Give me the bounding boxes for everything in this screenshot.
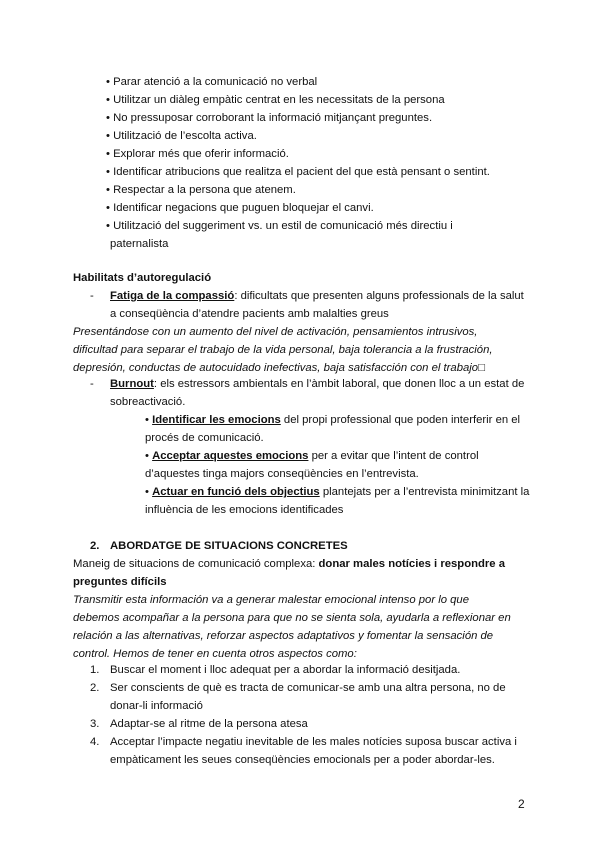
bullet-marker: •	[145, 414, 153, 426]
intro-bold-continuation: preguntes difícils	[73, 576, 167, 588]
fatiga-line	[110, 287, 524, 305]
list-item: • Identificar negacions que puguen bloquejar el canvi.	[106, 202, 374, 214]
bullet-marker: •	[145, 450, 153, 462]
list-item: • Explorar més que oferir informació.	[106, 148, 289, 160]
burnout-text: : els estressors ambientals en l’àmbit laboral, que donen lloc a un estat de	[153, 378, 525, 390]
fatiga-text: : dificultats que presenten alguns professionals de la salut	[234, 290, 524, 302]
fatiga-text-continuation: a conseqüència d’atendre pacients amb malalties greus	[110, 308, 389, 320]
bullet-marker: •	[145, 486, 153, 498]
numbered-item: Buscar el moment i lloc adequat per a abordar la informació desitjada.	[110, 664, 461, 676]
sub-item-continuation: procés de comunicació.	[145, 432, 264, 444]
sub-item-text: per a evitar que l’intent de control	[308, 450, 479, 462]
intro-line	[73, 555, 505, 573]
numbered-item: Adaptar-se al ritme de la persona atesa	[110, 718, 308, 730]
numbered-item-continuation: donar-li informació	[110, 700, 203, 712]
numbered-item-continuation: empàticament les seues conseqüències emocionals per a poder abordar-les.	[110, 754, 495, 766]
list-item: • Utilització de l’escolta activa.	[106, 130, 257, 142]
section-title: ABORDATGE DE SITUACIONS CONCRETES	[110, 540, 348, 552]
item-number: 1.	[90, 664, 100, 676]
italic-paragraph-line: Presentándose con un aumento del nivel de activación, pensamientos intrusivos,	[73, 326, 478, 338]
page-number: 2	[518, 797, 525, 811]
burnout-text-continuation: sobreactivació.	[110, 396, 186, 408]
numbered-item: Ser conscients de què es tracta de comunicar-se amb una altra persona, no de	[110, 682, 506, 694]
italic-paragraph-line: dificultad para separar el trabajo de la vida personal, baja tolerancia a la frustración,	[73, 344, 493, 356]
burnout-title: Burnout	[110, 378, 154, 390]
dash-marker: -	[90, 290, 94, 302]
item-number: 3.	[90, 718, 100, 730]
list-item: • Utilització del suggeriment vs. un estil de comunicació més directiu i	[106, 220, 453, 232]
italic-paragraph-line: control. Hemos de tener en cuenta otros aspectos como:	[73, 648, 357, 660]
intro-text: Maneig de situacions de comunicació complexa:	[73, 558, 319, 570]
sub-list-item	[145, 411, 520, 429]
sub-item-continuation: d’aquestes tinga majors conseqüències en l’entrevista.	[145, 468, 419, 480]
sub-list-item	[145, 483, 529, 501]
italic-paragraph-line: relación a las alternativas, reforzar aspectos adaptativos y fomentar la sensación de	[73, 630, 494, 642]
sub-item-text: del propi professional que poden interferir en el	[280, 414, 521, 426]
numbered-item: Acceptar l’impacte negatiu inevitable de les males notícies suposa buscar activa i	[110, 736, 517, 748]
italic-paragraph-line: depresión, conductas de autocuidado inefectivas, baja satisfacción con el trabajo□	[73, 362, 485, 374]
section-number: 2.	[90, 540, 100, 552]
sub-item-continuation: influència de les emocions identificades	[145, 504, 344, 516]
fatiga-title: Fatiga de la compassió	[110, 290, 235, 302]
intro-bold: donar males notícies i respondre a	[318, 558, 505, 570]
italic-paragraph-line: debemos acompañar a la persona para que no se sienta sola, ayudarla a reflexionar en	[73, 612, 511, 624]
italic-paragraph-line: Transmitir esta información va a generar malestar emocional intenso por lo que	[73, 594, 469, 606]
list-item: • Parar atenció a la comunicació no verbal	[106, 76, 318, 88]
list-item-continuation: paternalista	[110, 238, 169, 250]
sub-item-title: Actuar en funció dels objectius	[152, 486, 320, 498]
sub-list-item	[145, 447, 479, 465]
list-item: • Identificar atribucions que realitza el pacient del que està pensant o sentint.	[106, 166, 490, 178]
sub-item-text: plantejats per a l’entrevista minimitzant la	[319, 486, 530, 498]
list-item: • Utilitzar un diàleg empàtic centrat en les necessitats de la persona	[106, 94, 445, 106]
burnout-line	[110, 375, 524, 393]
dash-marker: -	[90, 378, 94, 390]
item-number: 4.	[90, 736, 100, 748]
section-heading: Habilitats d’autoregulació	[73, 272, 212, 284]
sub-item-title: Acceptar aquestes emocions	[152, 450, 309, 462]
sub-item-title: Identificar les emocions	[152, 414, 281, 426]
list-item: • No pressuposar corroborant la informació mitjançant preguntes.	[106, 112, 433, 124]
list-item: • Respectar a la persona que atenem.	[106, 184, 296, 196]
item-number: 2.	[90, 682, 100, 694]
